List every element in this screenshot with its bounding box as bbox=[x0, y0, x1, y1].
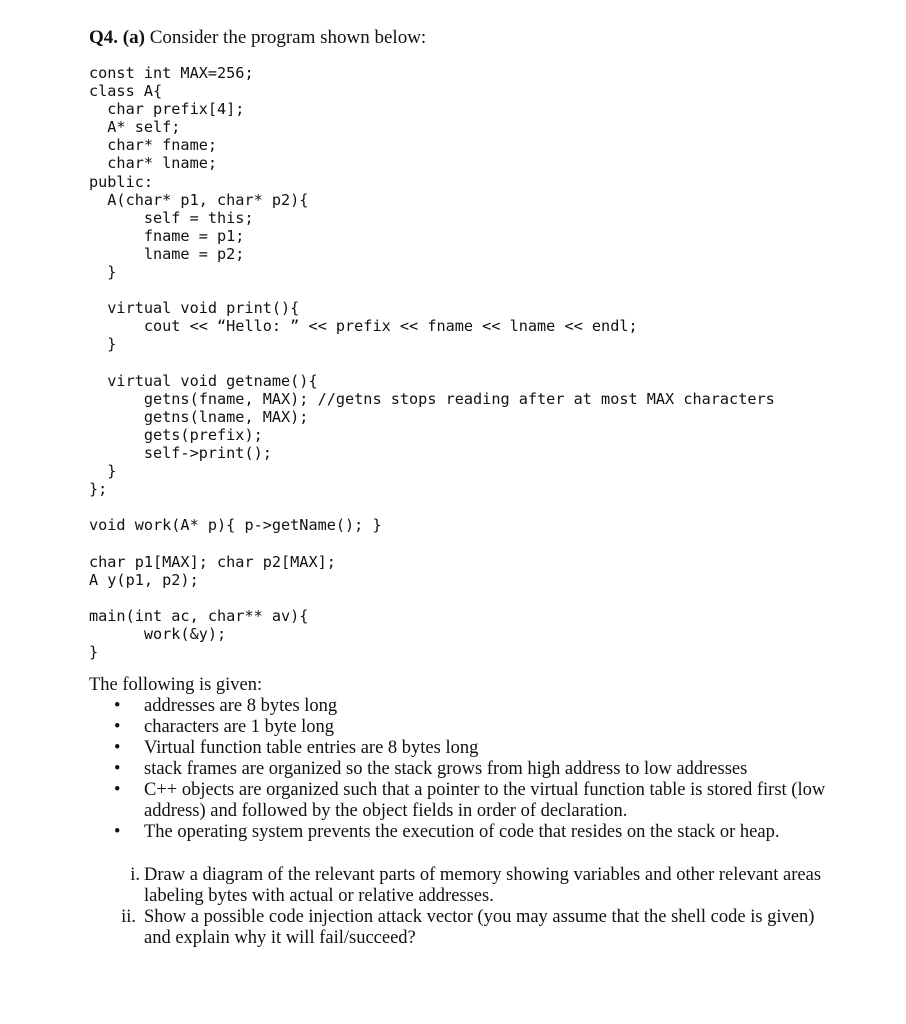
code-line bbox=[89, 354, 775, 372]
code-line: A* self; bbox=[89, 118, 181, 137]
list-item bbox=[112, 780, 832, 822]
code-line: cout << “Hello: ” << prefix << fname << lname << endl; bbox=[89, 317, 638, 336]
bullet-icon: • bbox=[114, 759, 121, 779]
code-line: self->print(); bbox=[89, 443, 272, 462]
code-line: getns(fname, MAX); //getns stops reading after at most MAX characters bbox=[89, 389, 775, 408]
list-item-text: stack frames are organized so the stack grows from high address to low addresses bbox=[144, 759, 748, 779]
part-marker: ii. bbox=[121, 907, 136, 927]
code-line bbox=[89, 281, 775, 299]
code-line: fname = p1; bbox=[89, 226, 245, 245]
list-item bbox=[112, 717, 832, 738]
code-line: virtual void getname(){ bbox=[89, 371, 318, 390]
code-line bbox=[89, 589, 775, 607]
part-marker: i. bbox=[130, 865, 140, 885]
code-line: char prefix[4]; bbox=[89, 100, 245, 119]
bullet-icon: • bbox=[114, 717, 121, 737]
question-parts bbox=[112, 865, 832, 949]
code-line: public: bbox=[89, 172, 154, 191]
code-line: } bbox=[89, 335, 117, 354]
question-prompt: Consider the program shown below: bbox=[149, 27, 427, 48]
question-number: Q4. (a) bbox=[89, 27, 145, 48]
given-list bbox=[112, 696, 832, 843]
given-title: The following is given: bbox=[89, 675, 263, 695]
question-title bbox=[89, 27, 426, 49]
code-line: A(char* p1, char* p2){ bbox=[89, 190, 309, 209]
bullet-icon: • bbox=[114, 822, 121, 842]
code-line: char* fname; bbox=[89, 136, 218, 155]
code-line: } bbox=[89, 643, 99, 661]
list-item-text: Virtual function table entries are 8 bytes long bbox=[144, 738, 479, 758]
list-item-text: C++ objects are organized such that a pointer to the virtual function table is stored first (low address) and followed by the object fields in order of declaration. bbox=[144, 780, 826, 821]
code-line: class A{ bbox=[89, 82, 163, 101]
list-item bbox=[112, 738, 832, 759]
code-line: } bbox=[89, 462, 117, 481]
list-item-text: addresses are 8 bytes long bbox=[144, 696, 338, 716]
question-part bbox=[112, 907, 832, 949]
bullet-icon: • bbox=[114, 780, 121, 800]
question-part bbox=[112, 865, 832, 907]
code-line: A y(p1, p2); bbox=[89, 570, 199, 589]
part-text: Show a possible code injection attack vector (you may assume that the shell code is given) and explain why it will fail/succeed? bbox=[144, 907, 815, 948]
list-item-text: The operating system prevents the execution of code that resides on the stack or heap. bbox=[144, 822, 780, 842]
code-line: work(&y); bbox=[89, 624, 227, 643]
list-item-text: characters are 1 byte long bbox=[144, 717, 335, 737]
code-line: char p1[MAX]; char p2[MAX]; bbox=[89, 552, 336, 571]
code-line: self = this; bbox=[89, 208, 254, 227]
code-line: const int MAX=256; bbox=[89, 64, 254, 82]
code-line: }; bbox=[89, 480, 108, 499]
code-line: virtual void print(){ bbox=[89, 299, 300, 318]
code-line: } bbox=[89, 263, 117, 282]
code-line: getns(lname, MAX); bbox=[89, 407, 309, 426]
code-line: char* lname; bbox=[89, 154, 218, 173]
list-item bbox=[112, 822, 832, 843]
list-item bbox=[112, 696, 832, 717]
bullet-icon: • bbox=[114, 738, 121, 758]
code-line bbox=[89, 498, 775, 516]
code-line: void work(A* p){ p->getName(); } bbox=[89, 516, 382, 535]
code-line: main(int ac, char** av){ bbox=[89, 606, 309, 625]
part-text: Draw a diagram of the relevant parts of memory showing variables and other relevant areas labeling bytes with actual or relative addresses. bbox=[144, 865, 822, 906]
code-line: lname = p2; bbox=[89, 244, 245, 263]
code-line bbox=[89, 534, 775, 552]
bullet-icon: • bbox=[114, 696, 121, 716]
code-listing bbox=[89, 64, 775, 661]
list-item bbox=[112, 759, 832, 780]
code-line: gets(prefix); bbox=[89, 425, 263, 444]
